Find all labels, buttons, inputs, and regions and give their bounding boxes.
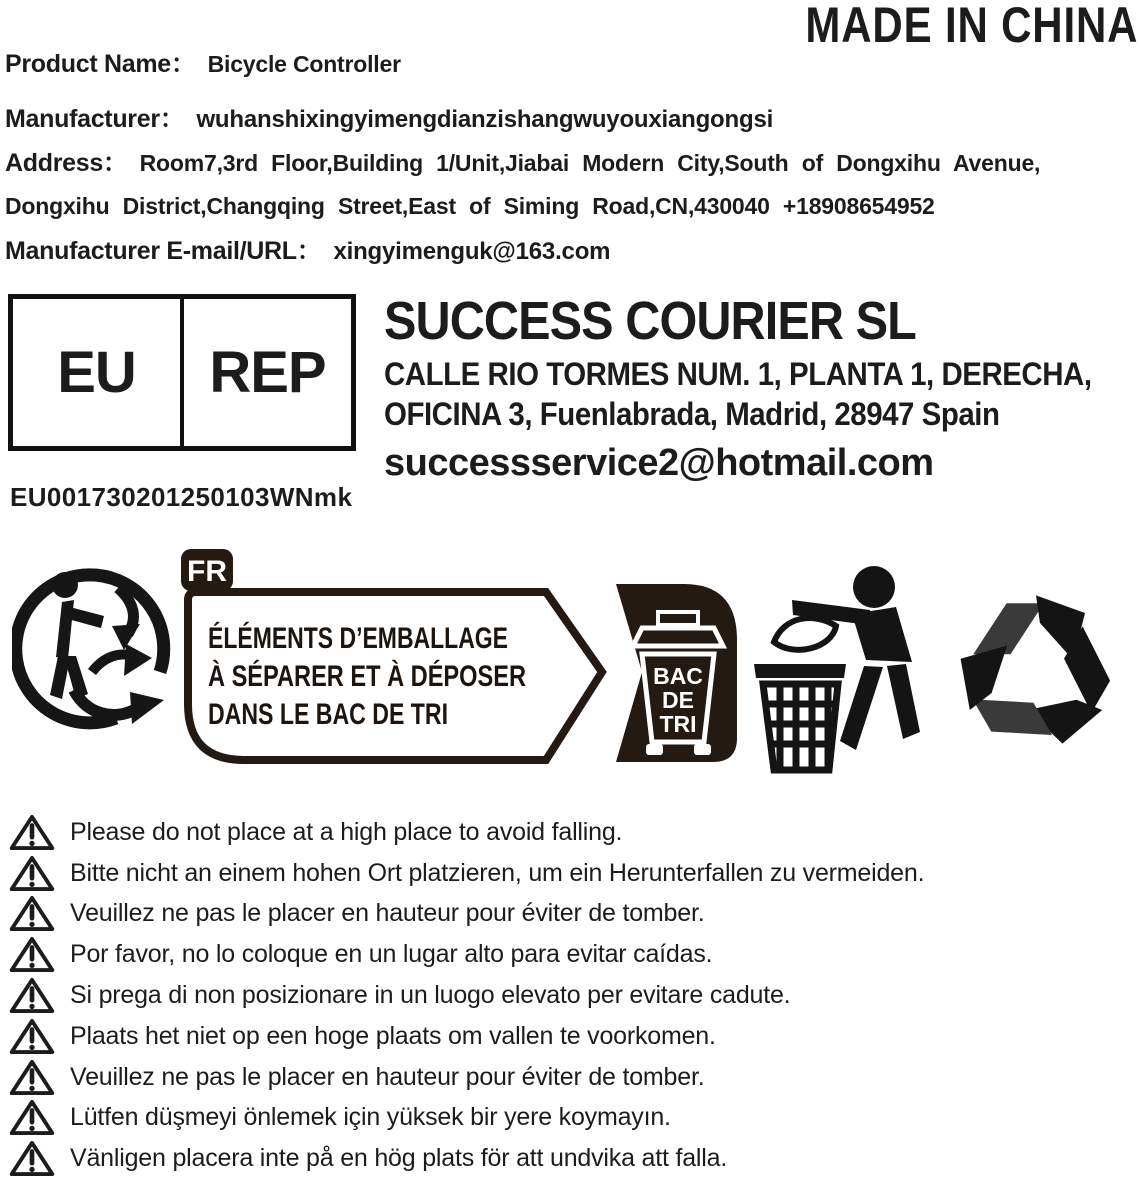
manufacturer-email-label: Manufacturer E-mail/URL： [5,237,322,265]
warning-row [8,975,1136,1016]
warning-row [8,853,1136,894]
address-label: Address： [5,149,128,177]
warning-text: Vänligen placera inte på en hög plats för att undvika att falla. [70,1144,728,1173]
eu-rep-details [384,292,1140,502]
warning-row [8,1016,1136,1057]
warning-triangle-icon [8,813,56,852]
warning-row [8,894,1136,935]
eu-rep-section [8,292,1138,517]
product-name-label: Product Name： [5,50,196,78]
eu-rep-address-1: CALLE RIO TORMES NUM. 1, PLANTA 1, DERECHA, [384,356,1092,392]
warning-triangle-icon [8,1017,56,1056]
warning-text: Si prega di non posizionare in un luogo elevato per evitare cadute. [70,981,791,1010]
warning-row [8,934,1136,975]
warning-triangle-icon [8,854,56,893]
warning-text: Please do not place at a high place to avoid falling. [70,817,623,846]
banner-line-1: ÉLÉMENTS D’EMBALLAGE [208,622,600,655]
warning-text: Veuillez ne pas le placer en hauteur pour éviter de tomber. [70,1062,705,1091]
manufacturer-info-block [5,44,1137,276]
triman-recycling-icon [12,554,177,750]
manufacturer-email-value: xingyimenguk@163.com [333,238,611,265]
warning-triangle-icon [8,1139,56,1178]
address-row [5,147,1137,183]
manufacturer-email-row [5,235,1137,271]
warning-text: Por favor, no lo coloque en un lugar alto para evitar caídas. [70,940,713,969]
eu-rep-company: SUCCESS COURIER SL [384,291,916,351]
manufacturer-row [5,103,1137,139]
eu-rep-box-right: REP [209,340,326,405]
eu-rep-code: EU001730201250103WNmk [10,482,353,512]
eu-rep-address-2: OFICINA 3, Fuenlabrada, Madrid, 28947 Spain [384,396,1000,432]
fr-tag-label: FR [187,555,227,588]
eu-rep-box-left: EU [13,299,184,446]
warning-text: Veuillez ne pas le placer en hauteur pour éviter de tomber. [70,899,705,928]
product-name-value: Bicycle Controller [207,51,401,77]
bin-text-3: TRI [659,711,697,737]
address-line-2: Dongxihu District,Changqing Street,East of Siming Road,CN,430040 +18908654952 [5,193,935,219]
recycling-mobius-icon [938,562,1134,766]
manufacturer-value: wuhanshixingyimengdianzishangwuyouxiangongsi [196,106,774,133]
bin-text-1: BAC [653,663,703,689]
warning-list [8,812,1136,1179]
fr-sorting-banner [178,548,743,768]
warning-triangle-icon [8,976,56,1015]
eu-rep-box [8,294,356,451]
address-line-1: Room7,3rd Floor,Building 1/Unit,Jiabai Modern City,South of Dongxihu Avenue, [139,150,1041,176]
warning-row [8,1098,1136,1139]
warning-triangle-icon [8,935,56,974]
warning-row [8,1138,1136,1179]
made-in-china-label: MADE IN CHINA [805,0,1138,53]
product-name-row [5,48,1137,84]
warning-row [8,1057,1136,1098]
warning-triangle-icon [8,1058,56,1097]
warning-triangle-icon [8,1098,56,1137]
banner-line-2: À SÉPARER ET À DÉPOSER [208,660,613,693]
warning-text: Plaats het niet op een hoge plaats om vallen te voorkomen. [70,1021,716,1050]
manufacturer-label: Manufacturer： [5,105,185,133]
warning-text: Bitte nicht an einem hohen Ort platzieren, um ein Herunterfallen zu vermeiden. [70,858,925,887]
bin-text-2: DE [662,687,694,713]
warning-triangle-icon [8,894,56,933]
warning-row [8,812,1136,853]
warning-text: Lütfen düşmeyi önlemek için yüksek bir yere koymayın. [70,1103,671,1132]
eu-rep-email: successservice2@hotmail.com [384,442,934,484]
address-row-2 [5,190,1137,226]
tidy-man-litter-icon [746,554,942,780]
recycling-icon-band [0,548,1140,786]
banner-line-3: DANS LE BAC DE TRI [208,698,448,731]
